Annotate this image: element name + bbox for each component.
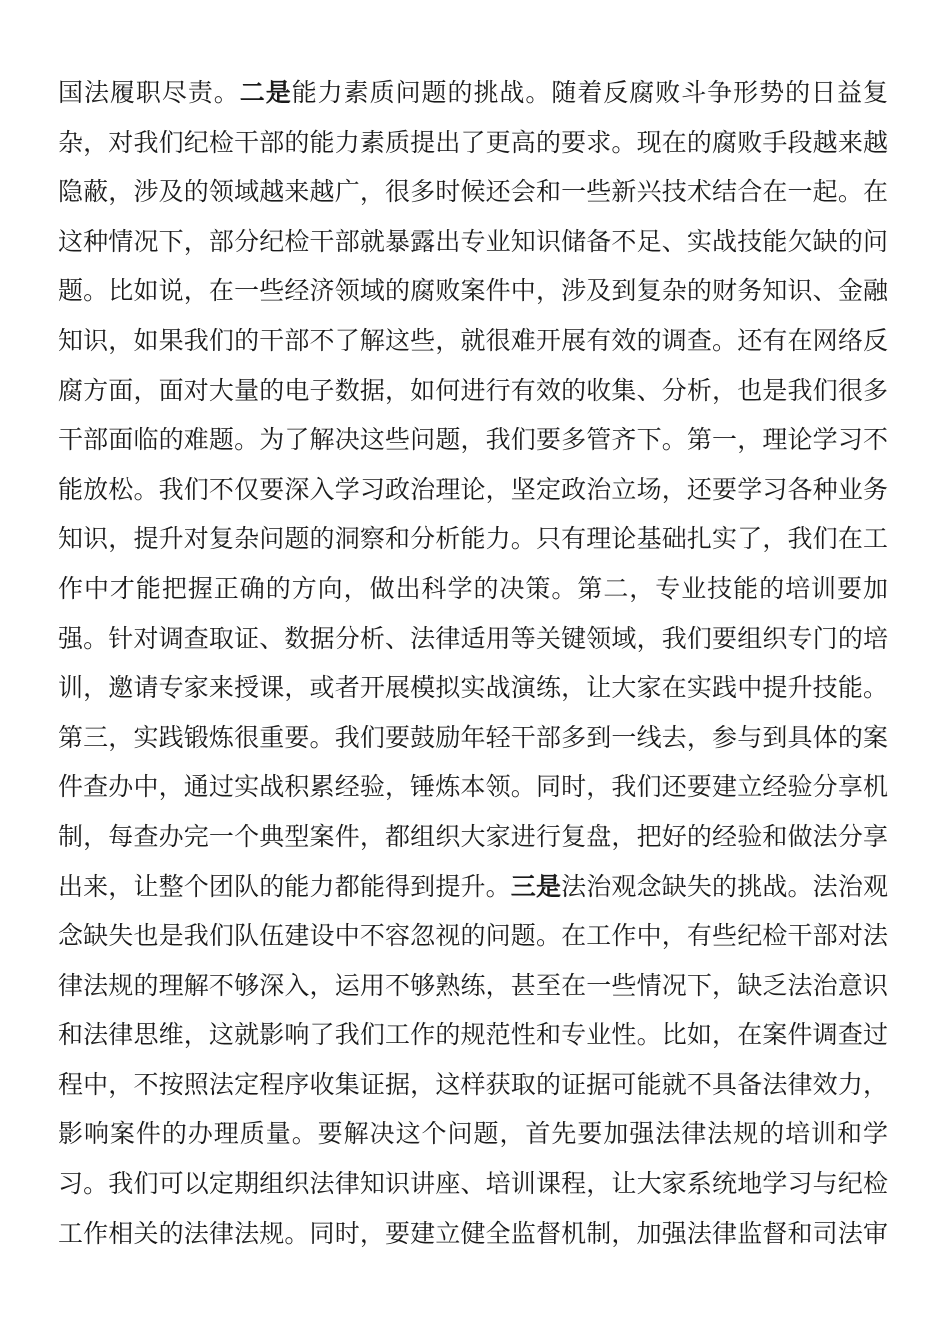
text-line (58, 762, 888, 812)
text-line (58, 366, 888, 416)
text-run: 题。比如说，在一些经济领域的腐败案件中，涉及到复杂的财务知识、金融 (58, 276, 888, 306)
text-line (58, 911, 888, 961)
text-run: 程中，不按照法定程序收集证据，这样获取的证据可能就不具备法律效力， (58, 1069, 888, 1099)
section-marker: 二是 (239, 78, 292, 107)
text-run: 能力素质问题的挑战。随着反腐败斗争形势的日益复 (291, 78, 888, 107)
text-run: 干部面临的难题。为了解决这些问题，我们要多管齐下。第一，理论学习不 (58, 425, 888, 455)
text-line (58, 1109, 888, 1159)
text-line (58, 862, 888, 912)
text-line (58, 1060, 888, 1110)
body-text (58, 68, 888, 1258)
text-run: 出来，让整个团队的能力都能得到提升。 (58, 871, 511, 901)
text-run: 法治观念缺失的挑战。法治观 (561, 871, 888, 901)
text-run: 制，每查办完一个典型案件，都组织大家进行复盘，把好的经验和做法分享 (58, 821, 888, 851)
text-line (58, 68, 888, 118)
text-line (58, 812, 888, 862)
text-line (58, 1159, 888, 1209)
text-line (58, 514, 888, 564)
text-run: 能放松。我们不仅要深入学习政治理论，坚定政治立场，还要学习各种业务 (58, 474, 888, 504)
text-run: 知识，提升对复杂问题的洞察和分析能力。只有理论基础扎实了，我们在工 (58, 524, 888, 554)
text-line (58, 415, 888, 465)
text-line (58, 1010, 888, 1060)
text-run: 杂，对我们纪检干部的能力素质提出了更高的要求。现在的腐败手段越来越 (58, 127, 888, 157)
text-run: 国法履职尽责。 (58, 78, 240, 107)
text-run: 习。我们可以定期组织法律知识讲座、培训课程，让大家系统地学习与纪检 (58, 1169, 888, 1199)
text-run: 律法规的理解不够深入，运用不够熟练，甚至在一些情况下，缺乏法治意识 (58, 970, 888, 1000)
section-marker: 三是 (510, 871, 562, 901)
text-run: 强。针对调查取证、数据分析、法律适用等关键领域，我们要组织专门的培 (58, 623, 888, 653)
text-line (58, 713, 888, 763)
text-line (58, 316, 888, 366)
text-line (58, 167, 888, 217)
text-run: 隐蔽，涉及的领域越来越广，很多时候还会和一些新兴技术结合在一起。在 (58, 177, 888, 207)
text-run: 和法律思维，这就影响了我们工作的规范性和专业性。比如，在案件调查过 (58, 1020, 888, 1050)
text-line (58, 564, 888, 614)
text-line (58, 961, 888, 1011)
text-run: 训，邀请专家来授课，或者开展模拟实战演练，让大家在实践中提升技能。 (58, 673, 888, 703)
text-line (58, 266, 888, 316)
text-line (58, 118, 888, 168)
text-line (58, 217, 888, 267)
text-run: 腐方面，面对大量的电子数据，如何进行有效的收集、分析，也是我们很多 (58, 375, 888, 405)
text-line (58, 663, 888, 713)
text-run: 念缺失也是我们队伍建设中不容忽视的问题。在工作中，有些纪检干部对法 (58, 921, 888, 951)
text-line (58, 614, 888, 664)
text-run: 工作相关的法律法规。同时，要建立健全监督机制，加强法律监督和司法审 (58, 1218, 888, 1248)
text-run: 这种情况下，部分纪检干部就暴露出专业知识储备不足、实战技能欠缺的问 (58, 226, 888, 256)
text-line (58, 1209, 888, 1259)
text-run: 件查办中，通过实战积累经验，锤炼本领。同时，我们还要建立经验分享机 (58, 772, 888, 802)
text-run: 影响案件的办理质量。要解决这个问题，首先要加强法律法规的培训和学 (58, 1119, 888, 1149)
text-run: 第三，实践锻炼很重要。我们要鼓励年轻干部多到一线去，参与到具体的案 (58, 722, 888, 752)
text-run: 知识，如果我们的干部不了解这些，就很难开展有效的调查。还有在网络反 (58, 325, 888, 355)
text-run: 作中才能把握正确的方向，做出科学的决策。第二，专业技能的培训要加 (58, 573, 888, 603)
text-line (58, 465, 888, 515)
